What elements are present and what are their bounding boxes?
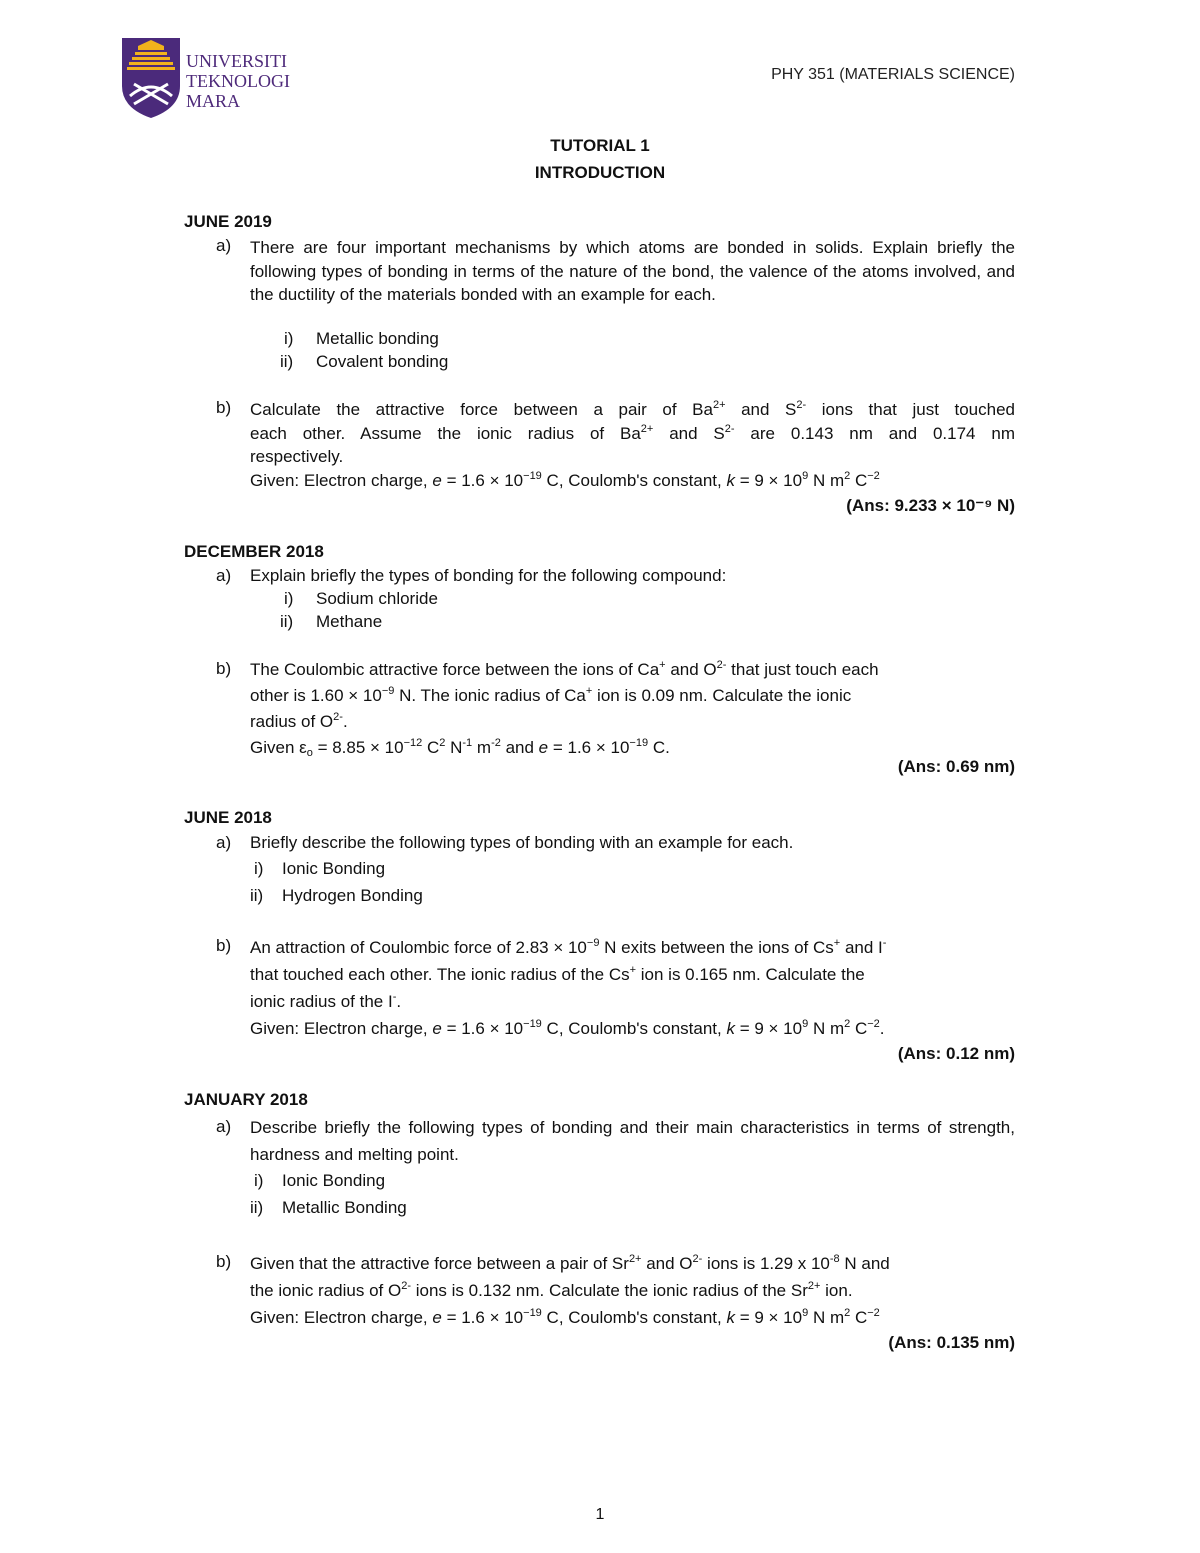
sub-item-text: Hydrogen Bonding [282,886,423,905]
sub-item-label: ii) [280,612,294,631]
section-heading-jan-2018: JANUARY 2018 [184,1090,308,1109]
logo-word-1: UNIVERSITI [186,51,287,71]
sub-item-label: ii) [250,886,264,905]
sub-item-label: i) [254,859,264,878]
question-label-a: a) [216,236,232,255]
question-label-b: b) [216,398,232,417]
question-a-text: Describe briefly the following types of bonding and their main characteristics in terms of strength, hardness and melting point. [250,1118,1015,1164]
answer: (Ans: 0.12 nm) [897,1044,1015,1063]
question-label-b: b) [216,936,232,955]
question-b-text: The Coulombic attractive force between the ions of Ca+ and $O^{2-}$ that just touch each other is $1.60 \times 10^{-9}$ N. The ionic radius of Ca+ ion is 0.09 nm. Calculate the ionic radius of $O^{2-}$. Given $\varepsilon_o = 8.85 \times 10^{-12}$ $C^2$ $N^{-1}$ $m^{-2}$ and $e = 1.6 \times 10^{-19}$ C. [250,659,879,759]
course-header: PHY 351 (MATERIALS SCIENCE) [771,66,1015,83]
university-logo [120,36,300,122]
question-b-text: Calculate the attractive force between a pair of $Ba^{2+}$ and $S^{2-}$ ions that just touched each other. Assume the ionic radius of $Ba^{2+}$ and $S^{2-}$ are 0.143 nm and 0.174 nm respectively. Given: Electron charge, $e = 1.6 \times 10^{-19}$ C, Coulomb's constant, $k = 9 \times 10^9$ N $m^2$ $C^{-2}$ [250,399,1015,490]
section-heading-dec-2018: DECEMBER 2018 [184,542,324,561]
logo-word-2: TEKNOLOGI [186,71,290,91]
section-heading-june-2019: JUNE 2019 [184,212,272,231]
question-label-b: b) [216,1252,232,1271]
question-label-b: b) [216,659,232,678]
sub-item-label: i) [284,329,294,348]
crest-icon [120,36,182,120]
question-a-text: Explain briefly the types of bonding for the following compound: [250,566,727,585]
question-b-text: An attraction of Coulombic force of $2.83 \times 10^{-9}$ N exits between the ions of Cs+ and I- that touched each other. The ionic radius of the Cs+ ion is 0.165 nm. Calculate the ionic radius of the I-. Given: Electron charge, $e = 1.6 \times 10^{-19}$ C, Coulomb's constant, $k = 9 \times 10^9$ N $m^2$ $C^{-2}$. [250,937,887,1038]
sub-item-label: ii) [250,1198,264,1217]
question-a-text: Briefly describe the following types of bonding with an example for each. [250,833,794,852]
sub-item-text: Ionic Bonding [282,859,386,878]
question-a-text: There are four important mechanisms by which atoms are bonded in solids. Explain briefly the following types of bonding in terms of the nature of the bond, the valence of the atoms involved, and the ductility of the materials bonded with an example for each. [250,238,1015,304]
answer: (Ans: 0.69 nm) [897,757,1015,776]
question-label-a: a) [216,1117,232,1136]
question-label-a: a) [216,833,232,852]
sub-item-text: Methane [316,612,383,631]
section-heading-june-2018: JUNE 2018 [184,808,272,827]
sub-item-label: i) [284,589,294,608]
title-line-1: TUTORIAL 1 [550,136,650,155]
sub-item-label: ii) [280,352,294,371]
answer: (Ans: 0.135 nm) [888,1333,1015,1352]
sub-item-text: Metallic bonding [316,329,439,348]
sub-item-text: Ionic Bonding [282,1171,386,1190]
sub-item-text: Metallic Bonding [282,1198,407,1217]
page-number: 1 [595,1506,605,1523]
answer: (Ans: 9.233 × 10⁻⁹ N) [846,496,1015,515]
logo-word-3: MARA [186,91,241,111]
sub-item-text: Covalent bonding [316,352,449,371]
question-b-text: Given that the attractive force between a pair of $Sr^{2+}$ and $O^{2-}$ ions is 1.29 x $10^{-8}$ N and the ionic radius of $O^{2-}$ ions is 0.132 nm. Calculate the ionic radius of the $Sr^{2+}$ ion. Given: Electron charge, $e = 1.6 \times 10^{-19}$ C, Coulomb's constant, $k = 9 \times 10^9$ N $m^2$ $C^{-2}$ [250,1253,890,1327]
sub-item-label: i) [254,1171,264,1190]
sub-item-text: Sodium chloride [316,589,438,608]
title-line-2: INTRODUCTION [534,163,666,182]
question-label-a: a) [216,566,232,585]
